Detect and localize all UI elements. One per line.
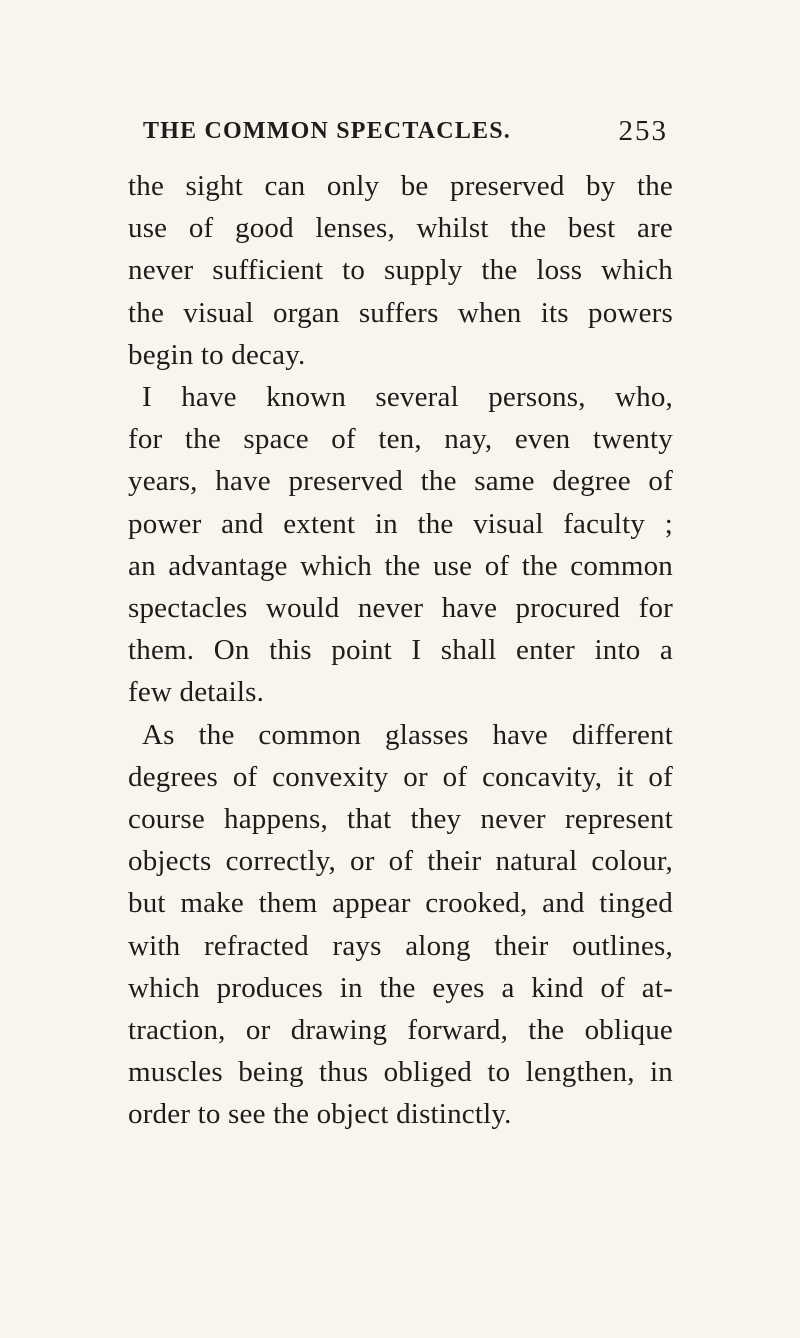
text-line-3: never sufficient to supply the loss which	[128, 254, 673, 287]
text-line-16: course happens, that they never represent	[128, 803, 673, 836]
text-line-15: degrees of convexity or of concavity, it of	[128, 760, 673, 793]
page-number: 253	[618, 115, 668, 147]
text-line-20: which produces in the eyes a kind of at-	[128, 971, 673, 1004]
text-line-18: but make them appear crooked, and tinged	[128, 887, 673, 920]
text-line-21: traction, or drawing forward, the oblique	[128, 1014, 673, 1047]
text-line-5: begin to decay.	[128, 338, 306, 371]
body-text	[128, 165, 673, 1136]
text-line-14: As the common glasses have different	[142, 718, 673, 751]
text-line-9: power and extent in the visual faculty ;	[128, 507, 673, 540]
text-line-17: objects correctly, or of their natural colour,	[128, 845, 673, 878]
text-line-13: few details.	[128, 676, 265, 709]
text-line-11: spectacles would never have procured for	[128, 592, 673, 625]
text-line-6: I have known several persons, who,	[142, 381, 673, 414]
text-line-23: order to see the object distinctly.	[128, 1098, 512, 1131]
text-line-1: the sight can only be preserved by the	[128, 170, 673, 202]
running-title: THE COMMON SPECTACLES.	[143, 118, 511, 144]
text-line-22: muscles being thus obliged to lengthen, in	[128, 1056, 673, 1089]
text-line-2: use of good lenses, whilst the best are	[128, 212, 673, 245]
text-line-19: with refracted rays along their outlines,	[128, 929, 673, 962]
text-line-12: them. On this point I shall enter into a	[128, 634, 673, 667]
text-line-10: an advantage which the use of the common	[128, 549, 673, 582]
text-line-4: the visual organ suffers when its powers	[128, 296, 673, 329]
running-head	[0, 110, 800, 150]
text-line-7: for the space of ten, nay, even twenty	[128, 423, 673, 456]
text-line-8: years, have preserved the same degree of	[128, 465, 673, 498]
